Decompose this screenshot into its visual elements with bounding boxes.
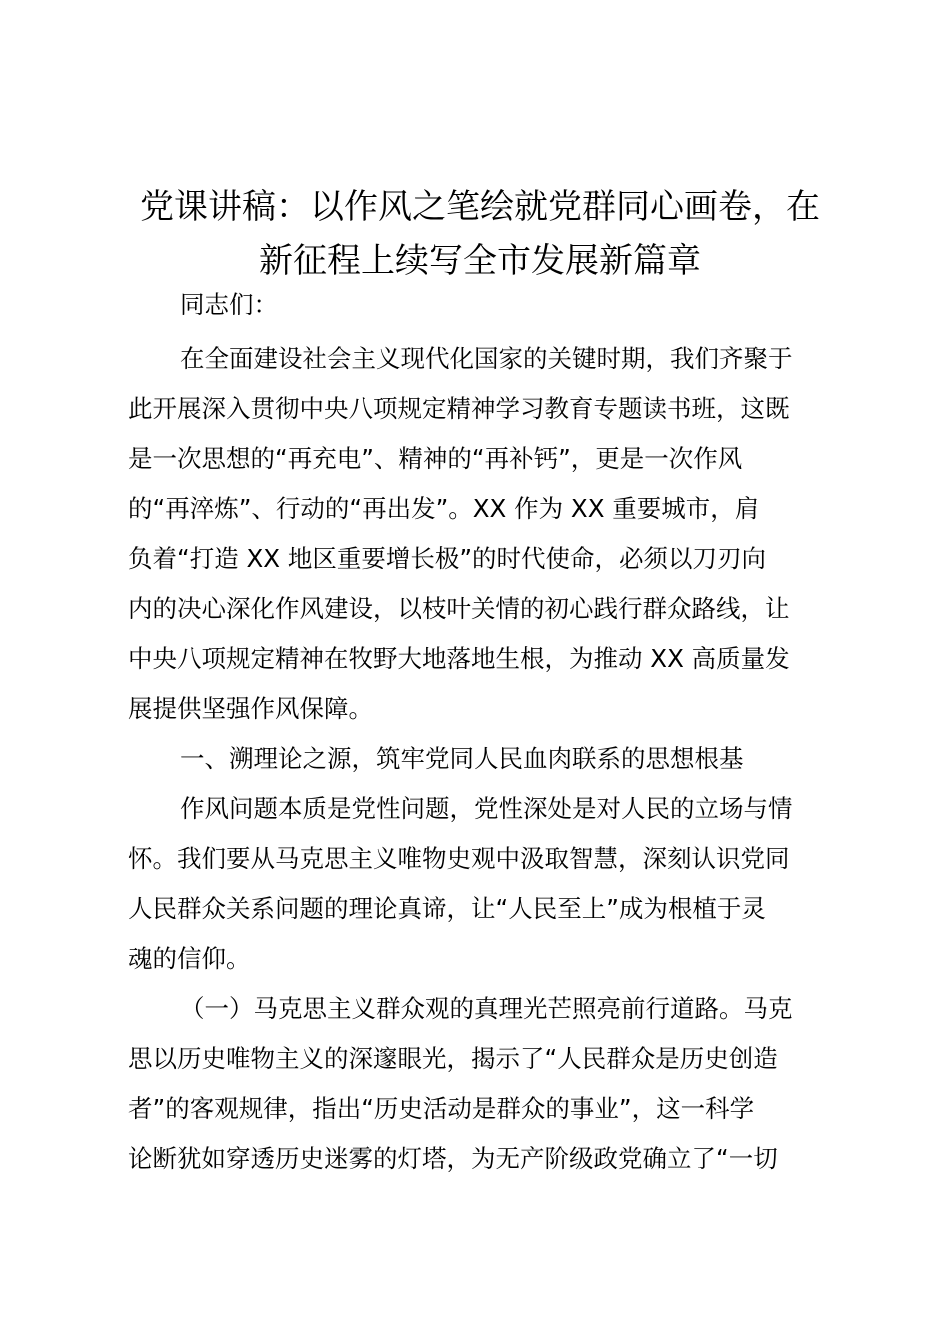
paragraph-line: 怀。我们要从马克思主义唯物史观中汲取智慧，深刻认识党同 [128, 844, 790, 873]
document-body [128, 334, 838, 1184]
paragraph-line: 作风问题本质是党性问题，党性深处是对人民的立场与情 [180, 794, 793, 823]
greeting: 同志们： [180, 290, 278, 319]
document-title [110, 180, 850, 288]
section-heading-1 [128, 734, 838, 784]
paragraph-line: 思以历史唯物主义的深邃眼光，揭示了“人民群众是历史创造 [128, 1044, 778, 1073]
paragraph-line: 魂的信仰。 [128, 944, 251, 973]
paragraph-line: 中央八项规定精神在牧野大地落地生根，为推动 XX 高质量发 [128, 644, 790, 673]
title-line-1: 党课讲稿：以作风之笔绘就党群同心画卷，在 [140, 187, 820, 227]
paragraph-line: 论断犹如穿透历史迷雾的灯塔，为无产阶级政党确立了“一切 [128, 1144, 778, 1173]
paragraph-line: 展提供坚强作风保障。 [128, 694, 373, 723]
paragraph-line: 内的决心深化作风建设，以枝叶关情的初心践行群众路线，让 [128, 594, 790, 623]
paragraph-section-1 [128, 784, 838, 984]
paragraph-line: 负着“打造 XX 地区重要增长极”的时代使命，必须以刀刃向 [128, 544, 767, 573]
paragraph-line: 人民群众关系问题的理论真谛，让“人民至上”成为根植于灵 [128, 894, 766, 923]
paragraph-intro [128, 334, 838, 734]
title-line-2: 新征程上续写全市发展新篇章 [259, 241, 701, 281]
paragraph-line: 是一次思想的“再充电”、精神的“再补钙”，更是一次作风 [128, 444, 743, 473]
paragraph-line: 此开展深入贯彻中央八项规定精神学习教育专题读书班，这既 [128, 394, 790, 423]
section-heading-line: 一、溯理论之源，筑牢党同人民血肉联系的思想根基 [180, 744, 744, 773]
paragraph-line: 者”的客观规律，指出“历史活动是群众的事业”，这一科学 [128, 1094, 755, 1123]
paragraph-line: （一）马克思主义群众观的真理光芒照亮前行道路。马克 [180, 994, 793, 1023]
paragraph-line: 在全面建设社会主义现代化国家的关键时期，我们齐聚于 [180, 344, 793, 373]
paragraph-subsection-1 [128, 984, 838, 1184]
paragraph-line: 的“再淬炼”、行动的“再出发”。XX 作为 XX 重要城市，肩 [128, 494, 760, 523]
